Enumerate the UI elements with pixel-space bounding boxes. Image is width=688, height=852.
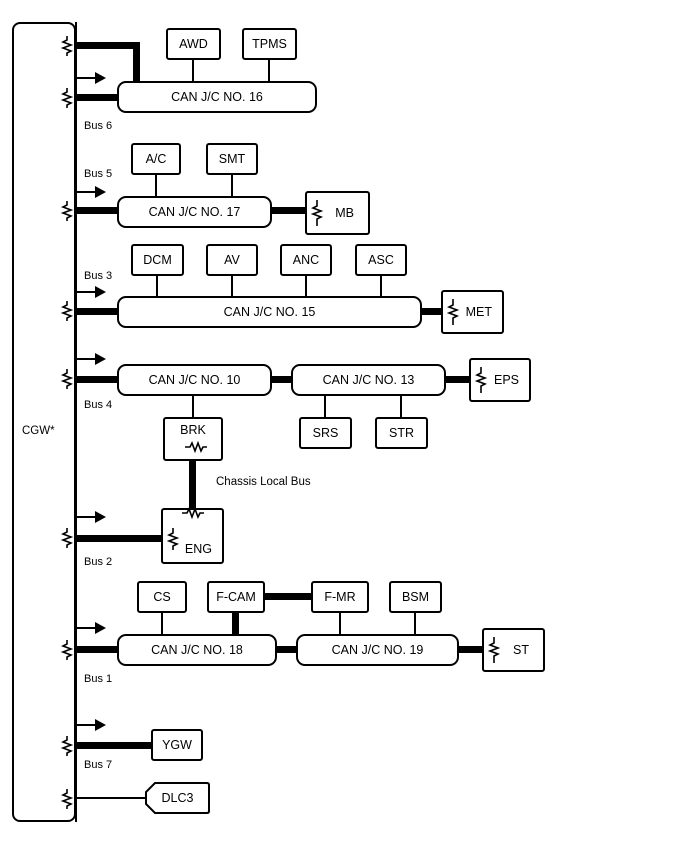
node-smt-label: SMT	[218, 152, 246, 166]
link-smt-jc17	[231, 175, 233, 196]
link-srs-jc13	[324, 396, 326, 417]
node-asc-label: ASC	[368, 253, 394, 267]
terminator-icon-bus7	[60, 736, 74, 761]
node-str[interactable]	[375, 417, 428, 449]
node-fcam[interactable]	[207, 581, 265, 613]
dlc3-line	[76, 797, 148, 799]
terminator-icon-bus6-a	[60, 36, 74, 61]
node-dlc3-label: DLC3	[161, 791, 194, 805]
node-fmr-label: F-MR	[324, 590, 356, 604]
node-av-label: AV	[224, 253, 240, 267]
link-av-jc15	[231, 276, 233, 297]
node-jc19-label: CAN J/C NO. 19	[331, 643, 424, 657]
terminator-icon-st	[487, 637, 501, 668]
terminator-icon-bus2	[60, 528, 74, 553]
node-eng-label: ENG	[184, 542, 212, 556]
node-met-label: MET	[465, 305, 492, 319]
bus2-trunk	[76, 535, 166, 542]
link-cs-jc18	[161, 613, 163, 634]
terminator-icon-mb	[310, 200, 324, 231]
terminator-icon-brk	[185, 440, 207, 459]
node-ygw-label: YGW	[162, 738, 192, 752]
node-bsm-label: BSM	[401, 590, 430, 604]
link-str-jc13	[400, 396, 402, 417]
bus-label-bus6: Bus 6	[84, 120, 113, 132]
link-awd-jc16	[192, 60, 194, 81]
node-jc18-label: CAN J/C NO. 18	[151, 643, 243, 657]
node-tpms-label: TPMS	[252, 37, 287, 51]
link-fcam-fmr	[265, 593, 311, 600]
node-jc17[interactable]	[117, 196, 272, 228]
node-cs-label: CS	[153, 590, 171, 604]
bus-label-bus4: Bus 4	[84, 399, 113, 411]
bus7-trunk	[76, 742, 156, 749]
node-fmr[interactable]	[311, 581, 369, 613]
node-str-label: STR	[389, 426, 414, 440]
terminator-icon-met	[446, 299, 460, 330]
link-tpms-jc16	[268, 60, 270, 81]
node-awd[interactable]	[166, 28, 221, 60]
node-jc10-label: CAN J/C NO. 10	[148, 373, 241, 387]
bus2-arrow	[95, 511, 106, 523]
link-bsm-jc19	[414, 613, 416, 634]
terminator-icon-bus3	[60, 301, 74, 326]
bus-label-bus2: Bus 2	[84, 556, 113, 568]
node-smt[interactable]	[206, 143, 258, 175]
node-st-label: ST	[513, 643, 529, 657]
terminator-icon-bus1	[60, 640, 74, 665]
node-bsm[interactable]	[389, 581, 442, 613]
link-fcam-jc18	[232, 613, 239, 634]
terminator-icon-eng-top	[182, 506, 204, 525]
cgw-label: CGW*	[22, 425, 55, 437]
bus1-arrow	[95, 622, 106, 634]
node-av[interactable]	[206, 244, 258, 276]
bus-label-bus5: Bus 5	[84, 168, 113, 180]
bus-label-bus7: Bus 7	[84, 759, 113, 771]
bus7-arrow	[95, 719, 106, 731]
terminator-icon-bus4	[60, 369, 74, 394]
node-jc19[interactable]	[296, 634, 459, 666]
bus5-arrow	[95, 186, 106, 198]
bus3-arrow	[95, 286, 106, 298]
link-asc-jc15	[380, 276, 382, 297]
bus6-arrow	[95, 72, 106, 84]
node-dcm[interactable]	[131, 244, 184, 276]
node-srs-label: SRS	[312, 426, 339, 440]
terminator-icon-eng-left	[166, 528, 180, 555]
chassis-local-bus-label: Chassis Local Bus	[216, 476, 311, 488]
node-jc10[interactable]	[117, 364, 272, 396]
node-dcm-label: DCM	[143, 253, 172, 267]
node-eps-label: EPS	[493, 373, 519, 387]
node-tpms[interactable]	[242, 28, 297, 60]
node-ac-label: A/C	[145, 152, 167, 166]
link-dcm-jc15	[156, 276, 158, 297]
link-jc10-brk	[192, 396, 194, 417]
node-mb-label: MB	[335, 206, 354, 220]
node-cs[interactable]	[137, 581, 187, 613]
bus-label-bus3: Bus 3	[84, 270, 113, 282]
bus4-arrow	[95, 353, 106, 365]
bus-label-bus1: Bus 1	[84, 673, 113, 685]
terminator-icon-dlc3	[60, 789, 74, 814]
bus6-trunk-upper	[76, 42, 140, 49]
node-dlc3[interactable]	[145, 782, 210, 814]
node-anc[interactable]	[280, 244, 332, 276]
node-anc-label: ANC	[292, 253, 320, 267]
link-anc-jc15	[305, 276, 307, 297]
cgw-module	[12, 22, 76, 822]
node-srs[interactable]	[299, 417, 352, 449]
node-jc13-label: CAN J/C NO. 13	[322, 373, 415, 387]
node-asc[interactable]	[355, 244, 407, 276]
terminator-icon-bus6-b	[60, 88, 74, 113]
node-jc13[interactable]	[291, 364, 446, 396]
node-awd-label: AWD	[179, 37, 208, 51]
terminator-icon-eps	[474, 367, 488, 398]
link-fmr-jc19	[339, 613, 341, 634]
link-ac-jc17	[155, 175, 157, 196]
node-brk-label: BRK	[180, 423, 206, 437]
node-jc15[interactable]	[117, 296, 422, 328]
node-jc15-label: CAN J/C NO. 15	[223, 305, 316, 319]
node-ygw[interactable]	[151, 729, 203, 761]
node-fcam-label: F-CAM	[216, 590, 256, 604]
node-jc18[interactable]	[117, 634, 277, 666]
node-jc16[interactable]	[117, 81, 317, 113]
node-jc17-label: CAN J/C NO. 17	[148, 205, 241, 219]
terminator-icon-bus5	[60, 201, 74, 226]
node-jc16-label: CAN J/C NO. 16	[171, 90, 263, 104]
node-ac[interactable]	[131, 143, 181, 175]
